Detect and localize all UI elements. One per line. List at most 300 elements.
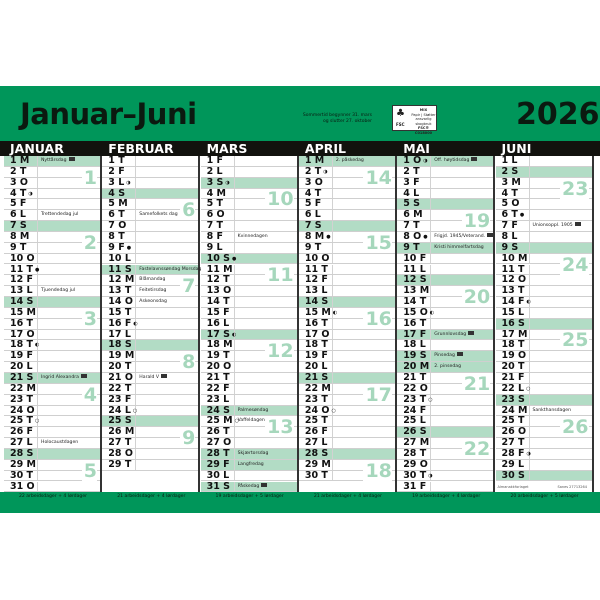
- day-divider: [332, 199, 333, 209]
- day-row: [397, 319, 493, 330]
- day-label: 25 M ○: [206, 415, 239, 427]
- day-label: 17 S ◐: [206, 328, 237, 340]
- week-number: 19: [463, 210, 491, 233]
- day-row: [4, 482, 100, 493]
- day-label: 16 T: [10, 317, 34, 329]
- day-row: [496, 471, 592, 482]
- moon-phase-icon: ●: [231, 255, 237, 262]
- day-note: Kristi himmelfartsdag: [434, 244, 484, 250]
- day-label: 18 S: [108, 339, 132, 351]
- day-label: 20 O: [206, 361, 232, 373]
- day-row: [299, 254, 395, 265]
- day-label: 6 L: [10, 209, 26, 221]
- moon-phase-icon: ◐: [35, 342, 40, 349]
- week-number: 25: [562, 329, 589, 352]
- day-label: 22 M: [10, 382, 36, 394]
- day-divider: [37, 210, 38, 220]
- day-label: 6 L: [304, 209, 321, 221]
- day-divider: [135, 416, 136, 426]
- day-label: 6 T ●: [501, 209, 525, 221]
- day-row: [397, 243, 493, 254]
- day-label: 3 O: [304, 176, 323, 188]
- day-divider: [430, 319, 431, 329]
- day-divider: [529, 438, 530, 448]
- day-label: 29 O: [403, 458, 428, 470]
- week-number: 15: [365, 231, 392, 254]
- imprint-code: Sanes 27713264: [557, 484, 587, 489]
- daylight-saving-note: [300, 113, 372, 125]
- day-label: 12 O: [501, 274, 527, 286]
- week-number: 24: [562, 253, 589, 276]
- day-divider: [135, 308, 136, 318]
- day-label: 23 T: [304, 393, 328, 405]
- moon-phase-icon: ◑: [225, 179, 230, 186]
- day-label: 3 M: [501, 176, 521, 188]
- day-divider: [135, 460, 136, 470]
- day-label: 7 S: [304, 220, 322, 232]
- day-label: 23 S: [501, 393, 525, 405]
- day-label: 1 F: [206, 155, 224, 166]
- day-label: 29 L: [501, 458, 525, 470]
- moon-phase-icon: ○: [331, 407, 336, 414]
- day-divider: [529, 167, 530, 177]
- day-label: 5 T: [206, 198, 223, 210]
- day-row: [102, 254, 198, 265]
- day-note: Grunnlovsdag: [434, 331, 474, 339]
- day-label: 7 T: [403, 220, 420, 232]
- day-divider: [332, 416, 333, 426]
- day-label: 9 T: [304, 241, 322, 253]
- day-label: 23 L: [206, 393, 230, 405]
- day-label: 30 S: [501, 469, 525, 481]
- week-number: 13: [267, 416, 294, 439]
- day-note: Off. høytidsdag: [434, 157, 477, 165]
- day-label: 17 F: [403, 328, 427, 340]
- day-divider: [430, 156, 431, 166]
- fsc-line3: ansvarlig skogbruk: [415, 117, 432, 126]
- day-note: 2. pinsedag: [434, 364, 462, 370]
- day-label: 15 L: [501, 306, 525, 318]
- day-label: 14 F ◐: [501, 296, 531, 308]
- day-label: 15 O ◐: [403, 306, 435, 318]
- day-note: Frigjd. 1945/Veterand.: [434, 233, 493, 241]
- day-divider: [332, 395, 333, 405]
- month-name: MARS: [206, 141, 248, 156]
- day-label: 28 S: [304, 447, 329, 459]
- flag-icon: [575, 222, 581, 226]
- day-divider: [37, 373, 38, 383]
- day-divider: [135, 243, 136, 253]
- day-divider: [430, 254, 431, 264]
- day-label: 24 O: [10, 404, 35, 416]
- day-row: [397, 460, 493, 471]
- week-number: 7: [182, 275, 196, 298]
- day-label: 10 F: [403, 252, 427, 264]
- day-note: Fastelavnssøndag Morsdag: [139, 266, 202, 272]
- moon-phase-icon: ◑: [526, 450, 531, 457]
- day-divider: [37, 275, 38, 285]
- flag-icon: [471, 157, 477, 161]
- day-row: [397, 482, 493, 493]
- day-divider: [234, 373, 235, 383]
- day-label: 9 T: [403, 241, 420, 253]
- day-label: 21 T: [206, 372, 230, 383]
- day-note: Trettendedag jul: [41, 212, 79, 218]
- day-divider: [430, 275, 431, 285]
- day-divider: [332, 330, 333, 340]
- moon-phase-icon: ●: [326, 233, 331, 240]
- week-number: 16: [365, 307, 392, 330]
- moon-phase-icon: ◑: [28, 190, 33, 197]
- fsc-brand: FSC: [396, 122, 405, 127]
- day-divider: [529, 308, 530, 318]
- day-note: Nyttårsdag: [41, 157, 75, 165]
- day-divider: [234, 189, 235, 199]
- day-label: 6 O: [206, 209, 225, 221]
- day-divider: [135, 351, 136, 361]
- day-divider: [37, 362, 38, 372]
- day-label: 8 F: [206, 230, 224, 242]
- day-label: 14 O: [108, 296, 133, 308]
- day-note: 2. påskedag: [335, 158, 364, 163]
- day-row: [397, 395, 493, 406]
- day-divider: [37, 297, 38, 307]
- day-label: 1 O ◑: [403, 155, 428, 166]
- day-divider: [234, 319, 235, 329]
- day-label: 2 T: [10, 165, 27, 177]
- day-label: 12 S: [403, 274, 427, 286]
- day-divider: [529, 275, 530, 285]
- month-footer-workdays: 22 arbeidsdager + 4 lørdager: [18, 494, 88, 499]
- day-divider: [332, 449, 333, 459]
- day-divider: [135, 265, 136, 275]
- day-label: 22 L ○: [501, 382, 531, 394]
- month-name: MAI: [403, 141, 430, 156]
- day-label: 25 T: [304, 415, 328, 427]
- day-note: Påskedag: [238, 483, 268, 491]
- moon-phase-icon: ◑: [423, 158, 428, 164]
- day-label: 27 L: [304, 437, 328, 449]
- month-column: [299, 156, 397, 492]
- day-label: 14 S: [10, 296, 34, 308]
- day-label: 9 S: [501, 241, 519, 253]
- day-label: 8 O ●: [403, 230, 428, 242]
- day-divider: [234, 167, 235, 177]
- week-number: 26: [562, 416, 589, 439]
- fsc-text: [411, 108, 436, 135]
- day-label: 13 O: [206, 285, 232, 297]
- day-label: 9 L: [206, 241, 223, 253]
- day-divider: [529, 395, 530, 405]
- day-label: 22 F: [206, 382, 230, 394]
- month-footer-workdays: 20 arbeidsdager + 5 lørdager: [510, 494, 579, 499]
- day-label: 7 O: [108, 220, 127, 232]
- day-label: 21 S: [10, 372, 34, 383]
- day-label: 21 F: [501, 372, 525, 383]
- day-label: 10 S ●: [206, 252, 237, 264]
- day-row: [201, 395, 297, 406]
- day-label: 20 T: [501, 361, 525, 373]
- day-label: 19 M: [108, 350, 135, 362]
- day-divider: [135, 167, 136, 177]
- day-divider: [332, 362, 333, 372]
- day-divider: [37, 254, 38, 264]
- day-divider: [135, 449, 136, 459]
- day-divider: [430, 427, 431, 437]
- day-label: 23 T ○: [403, 393, 433, 405]
- day-divider: [37, 384, 38, 394]
- day-row: [397, 254, 493, 265]
- day-divider: [135, 297, 136, 307]
- day-divider: [529, 286, 530, 296]
- day-divider: [332, 438, 333, 448]
- day-divider: [234, 221, 235, 231]
- day-label: 6 T: [108, 209, 125, 221]
- day-label: 27 L: [10, 437, 33, 449]
- imprint-publisher: Almanakkforlaget: [497, 484, 529, 489]
- day-divider: [234, 482, 235, 492]
- day-divider: [529, 362, 530, 372]
- day-row: [102, 319, 198, 330]
- day-label: 4 L: [403, 187, 420, 199]
- flag-icon: [487, 233, 493, 237]
- day-label: 27 O: [206, 437, 232, 449]
- day-divider: [529, 460, 530, 470]
- moon-phase-icon: ◐: [332, 309, 338, 316]
- day-label: 1 T: [108, 155, 125, 166]
- day-label: 24 F: [403, 404, 427, 416]
- day-divider: [234, 243, 235, 253]
- day-label: 11 L: [403, 263, 426, 275]
- day-divider: [234, 362, 235, 372]
- day-divider: [234, 156, 235, 166]
- day-label: 12 F: [10, 274, 34, 286]
- week-number: 4: [83, 383, 97, 406]
- day-label: 19 O: [501, 350, 527, 362]
- day-divider: [37, 286, 38, 296]
- page-title: Januar–Juni: [20, 97, 197, 131]
- day-row: [102, 178, 198, 189]
- day-divider: [135, 221, 136, 231]
- day-divider: [37, 189, 38, 199]
- day-label: 2 T ◑: [304, 165, 328, 177]
- day-divider: [332, 340, 333, 350]
- week-number: 8: [182, 351, 196, 374]
- day-divider: [529, 178, 530, 188]
- day-divider: [37, 406, 38, 416]
- day-label: 4 T: [501, 187, 518, 199]
- fsc-logo: [392, 105, 437, 135]
- week-number: 18: [365, 459, 392, 482]
- day-divider: [37, 449, 38, 459]
- day-divider: [529, 471, 530, 481]
- day-divider: [135, 438, 136, 448]
- day-label: 2 T: [403, 165, 420, 177]
- day-label: 5 O: [501, 198, 520, 210]
- day-note: Tjuendedag jul: [41, 288, 76, 294]
- day-label: 19 F: [10, 350, 34, 362]
- week-number: 11: [267, 264, 294, 287]
- day-label: 16 F ◐: [108, 317, 138, 329]
- day-label: 16 S: [501, 317, 525, 329]
- day-divider: [332, 275, 333, 285]
- day-label: 14 T: [403, 296, 427, 308]
- day-label: 2 F: [108, 165, 125, 177]
- day-divider: [332, 178, 333, 188]
- day-divider: [234, 232, 235, 242]
- day-divider: [135, 286, 136, 296]
- day-divider: [332, 460, 333, 470]
- month-name: JANUAR: [10, 141, 64, 156]
- day-divider: [234, 199, 235, 209]
- week-number: 14: [365, 166, 392, 189]
- day-label: 7 S: [10, 220, 27, 232]
- day-divider: [135, 373, 136, 383]
- day-divider: [234, 275, 235, 285]
- day-divider: [37, 243, 38, 253]
- day-divider: [37, 351, 38, 361]
- day-divider: [37, 308, 38, 318]
- moon-phase-icon: ◐: [133, 320, 138, 327]
- day-divider: [234, 406, 235, 416]
- day-label: 15 M: [10, 306, 36, 318]
- dst-line-1: Sommertid begynner 31. mars: [302, 113, 372, 118]
- day-label: 8 M: [10, 230, 30, 242]
- day-divider: [430, 362, 431, 372]
- day-divider: [37, 156, 38, 166]
- day-divider: [430, 286, 431, 296]
- day-divider: [135, 232, 136, 242]
- day-label: 13 T: [108, 285, 132, 297]
- day-label: 31 F: [403, 480, 427, 492]
- day-label: 1 M: [304, 155, 325, 166]
- day-divider: [332, 210, 333, 220]
- month-footer-workdays: 19 arbeidsdager + 5 lørdager: [215, 494, 284, 499]
- day-label: 12 F: [304, 274, 328, 286]
- day-divider: [234, 308, 235, 318]
- flag-icon: [468, 331, 474, 335]
- moon-phase-icon: ◐: [231, 331, 237, 338]
- day-label: 9 T: [10, 241, 27, 253]
- day-label: 27 T: [501, 437, 525, 449]
- day-divider: [135, 199, 136, 209]
- day-label: 5 F: [304, 198, 322, 210]
- day-note: Vaffeldagen: [237, 418, 265, 424]
- day-label: 25 L: [403, 415, 426, 427]
- flag-icon: [261, 483, 267, 487]
- day-label: 10 O: [10, 252, 35, 264]
- day-divider: [37, 395, 38, 405]
- day-divider: [135, 189, 136, 199]
- week-number: 20: [463, 286, 491, 309]
- day-label: 11 T: [304, 263, 328, 275]
- day-row: [201, 471, 297, 482]
- day-divider: [430, 210, 431, 220]
- day-divider: [332, 373, 333, 383]
- day-divider: [135, 427, 136, 437]
- moon-phase-icon: ○: [526, 385, 531, 392]
- day-divider: [37, 221, 38, 231]
- day-divider: [37, 460, 38, 470]
- day-note: Langfredag: [237, 461, 264, 467]
- day-label: 29 F: [206, 458, 230, 470]
- moon-phase-icon: ●: [126, 244, 132, 251]
- day-label: 13 T: [501, 285, 525, 297]
- day-label: 30 T ◑: [403, 469, 433, 481]
- day-divider: [37, 482, 38, 492]
- day-divider: [529, 243, 530, 253]
- day-label: 2 S: [501, 165, 519, 177]
- day-label: 2 L: [206, 165, 223, 177]
- day-label: 3 F: [403, 176, 420, 188]
- day-note: Kvinnedagen: [237, 233, 268, 239]
- day-row: [201, 319, 297, 330]
- day-divider: [430, 406, 431, 416]
- day-label: 18 T ◐: [10, 339, 40, 351]
- moon-phase-icon: ◑: [428, 472, 433, 479]
- day-label: 5 F: [10, 198, 27, 210]
- day-label: 19 F: [304, 350, 328, 362]
- day-row: [102, 460, 198, 471]
- moon-phase-icon: ○: [428, 396, 433, 403]
- day-divider: [529, 416, 530, 426]
- day-divider: [37, 199, 38, 209]
- day-label: 29 M: [10, 458, 36, 470]
- day-label: 24 S: [206, 404, 230, 416]
- day-divider: [529, 319, 530, 329]
- day-divider: [37, 232, 38, 242]
- month-footer-workdays: 21 arbeidsdager + 4 lørdager: [117, 494, 186, 499]
- week-number: 21: [463, 372, 491, 395]
- day-divider: [37, 427, 38, 437]
- day-label: 23 F: [108, 393, 132, 405]
- day-divider: [529, 406, 530, 416]
- day-label: 30 T: [10, 469, 34, 481]
- day-label: 25 T ○: [10, 415, 40, 427]
- day-label: 26 F: [304, 426, 328, 438]
- day-label: 3 L ◑: [108, 176, 131, 188]
- day-row: [496, 243, 592, 254]
- day-label: 22 T: [108, 382, 132, 394]
- day-label: 26 O: [501, 426, 527, 438]
- day-divider: [135, 254, 136, 264]
- day-row: [201, 254, 297, 265]
- day-label: 22 M: [304, 382, 331, 394]
- moon-phase-icon: ●: [519, 212, 525, 219]
- day-label: 11 S: [108, 263, 132, 275]
- day-row: [201, 243, 297, 254]
- day-label: 29 M: [304, 458, 331, 470]
- day-divider: [430, 265, 431, 275]
- day-divider: [430, 351, 431, 361]
- week-number: 2: [83, 231, 97, 254]
- month-footer-workdays: 19 arbeidsdager + 4 lørdager: [412, 494, 481, 499]
- day-row: [102, 395, 198, 406]
- moon-phase-icon: ◑: [126, 179, 131, 186]
- day-divider: [135, 156, 136, 166]
- day-divider: [529, 189, 530, 199]
- day-label: 21 S: [304, 372, 329, 383]
- day-row: [201, 178, 297, 189]
- day-note: Sankthansdagen: [532, 407, 572, 413]
- day-note: Palmesøndag: [237, 407, 269, 413]
- moon-phase-icon: ◐: [429, 309, 435, 316]
- day-label: 10 L: [108, 252, 131, 264]
- day-label: 22 O: [403, 382, 428, 394]
- moon-phase-icon: ○: [35, 418, 40, 425]
- day-note: Pinsedag: [434, 352, 463, 360]
- flag-icon: [81, 374, 87, 378]
